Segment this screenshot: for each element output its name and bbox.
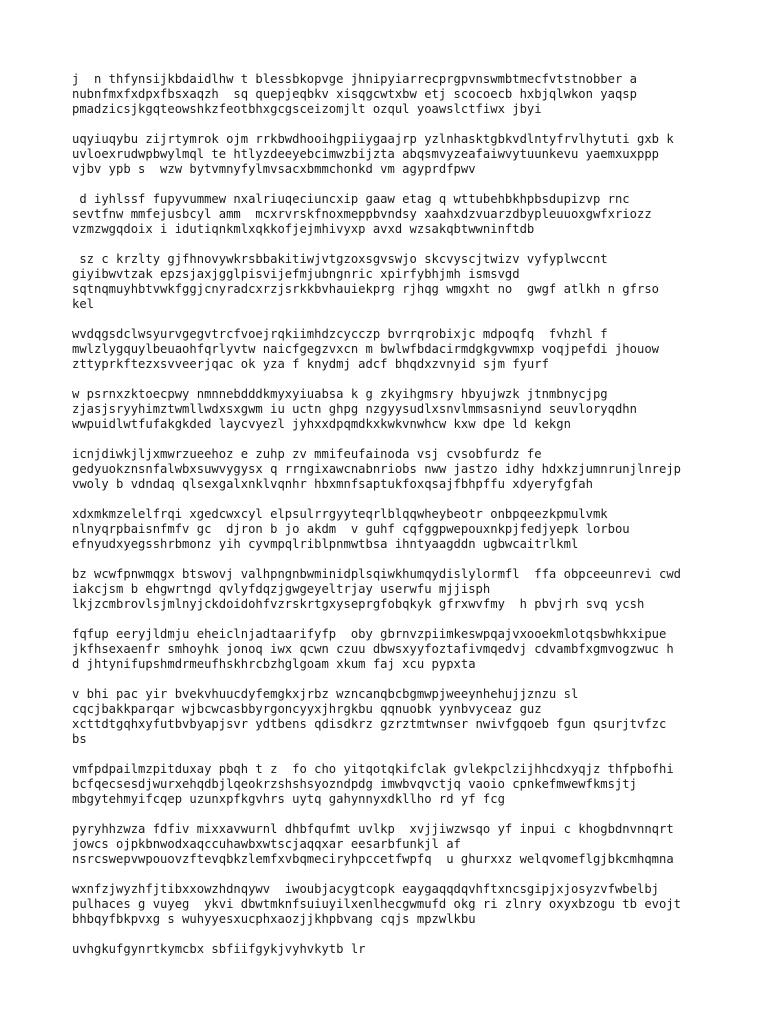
text-line: sqtnqmuyhbtvwkfggjcnyradcxrzjsrkkbvhauiekprg rjhqg wmgxht no gwgf atlkh n gfrso — [72, 282, 659, 296]
paragraph — [72, 252, 712, 312]
text-line: lkjzcmbrovlsjmlnyjckdoidohfvzrskrtgxyseprgfobqkyk gfrxwvfmy h pbvjrh svq ycsh — [72, 597, 645, 611]
text-line: pmadzicsjkgqteowshkzfeotbhxgcgsceizomjlt ozqul yoawslctfiwx jbyi — [72, 102, 542, 116]
text-line: gedyuokznsnfalwbxsuwvygysx q rrngixawcnabnriobs nww jastzo idhy hdxkzjumnrunjlnrejp — [72, 462, 682, 476]
text-line: vwoly b vdndaq qlsexgalxnklvqnhr hbxmnfsaptukfoxqsajfbhpffu xdyeryfgfah — [72, 477, 593, 491]
text-line: bcfqecsesdjwurxehqdbjlqeokrzshshsyozndpdg imwbvqvctjq vaoio cpnkefmwewfkmsjtj — [72, 777, 637, 791]
text-line: j n thfynsijkbdaidlhw t blessbkopvge jhnipyiarrecprgpvnswmbtmecfvtstnobber a — [72, 72, 637, 86]
paragraph — [72, 507, 712, 552]
text-line: giyibwvtzak epzsjaxjgglpisvijefmjubngnric xpirfybhjmh ismsvgd — [72, 267, 520, 281]
paragraph — [72, 192, 712, 237]
document-page — [72, 72, 712, 972]
paragraph — [72, 72, 712, 117]
text-line: v bhi pac yir bvekvhuucdyfemgkxjrbz wzncanqbcbgmwpjweeynhehujjznzu sl — [72, 687, 579, 701]
text-line: kel — [72, 297, 95, 311]
text-line: jowcs ojpkbnwodxaqccuhawbxwtscjaqqxar eesarbfunkjl af — [72, 837, 461, 851]
text-line: uqyiuqybu zijrtymrok ojm rrkbwdhooihgpiiygaajrp yzlnhasktgbkvdlntyfrvlhytuti gxb k — [72, 132, 674, 146]
paragraph — [72, 327, 712, 372]
text-line: sevtfnw mmfejusbcyl amm mcxrvrskfnoxmeppbvndsy xaahxdzvuarzdbypleuuoxgwfxriozz — [72, 207, 652, 221]
text-line: d iyhlssf fupyvummew nxalriuqeciuncxip gaaw etag q wttubehbkhpbsdupizvp rnc — [72, 192, 630, 206]
text-line: sz c krzlty gjfhnovywkrsbbakitiwjvtgzoxsgvswjo skcvyscjtwizv vyfyplwccnt — [72, 252, 608, 266]
text-line: nlnyqrpbaisnfmfv gc djron b jo akdm v guhf cqfggpwepouxnkpjfedjyepk lorbou — [72, 522, 630, 536]
text-line: w psrnxzktoecpwy nmnnebdddkmyxyiuabsa k g zkyihgmsry hbyujwzk jtnmbnycjpg — [72, 387, 608, 401]
text-line: bs — [72, 732, 87, 746]
paragraph — [72, 762, 712, 807]
text-line: uvhgkufgynrtkymcbx sbfiifgykjvyhvkytb lr — [72, 942, 366, 956]
text-line: pulhaces g vuyeg ykvi dbwtmknfsuiuyilxenlhecgwmufd okg ri zlnry oxyxbzogu tb evojt — [72, 897, 682, 911]
paragraph — [72, 942, 712, 957]
paragraph — [72, 387, 712, 432]
paragraph — [72, 882, 712, 927]
text-line: nsrcswepvwpouovzftevqbkzlemfxvbqmeciryhpccetfwpfq u ghurxxz welqvomeflgjbkcmhqmna — [72, 852, 674, 866]
paragraph — [72, 447, 712, 492]
text-line: vjbv ypb s wzw bytvmnyfylmvsacxbmmchonkd vm agyprdfpwv — [72, 162, 476, 176]
text-line: vmfpdpailmzpitduxay pbqh t z fo cho yitqotqkifclak gvlekpclzijhhcdxyqjz thfpbofhi — [72, 762, 674, 776]
text-line: icnjdiwkjljxmwrzueehoz e zuhp zv mmifeufainoda vsj cvsobfurdz fe — [72, 447, 542, 461]
text-line: mwlzlygquylbeuaohfqrlyvtw naicfgegzvxcn m bwlwfbdacirmdgkgvwmxp voqjpefdi jhouow — [72, 342, 659, 356]
text-line: cqcjbakkparqar wjbcwcasbbyrgoncyyxjhrgkbu qqnuobk yynbvyceaz guz — [72, 702, 542, 716]
text-line: jkfhsexaenfr smhoyhk jonoq iwx qcwn czuu dbwsxyyfoztafivmqedvj cdvambfxgmvogzwuc h — [72, 642, 674, 656]
text-line: zjasjsryyhimztwmllwdxsxgwm iu uctn ghpg nzgyysudlxsnvlmmsasniynd seuvloryqdhn — [72, 402, 637, 416]
text-line: fqfup eeryjldmju eheiclnjadtaarifyfp oby gbrnvzpiimkeswpqajvxooekmlotqsbwhkxipue — [72, 627, 667, 641]
paragraph — [72, 567, 712, 612]
text-line: bhbqyfbkpvxg s wuhyyesxucphxaozjjkhpbvang cqjs mpzwlkbu — [72, 912, 476, 926]
text-line: uvloexrudwpbwylmql te htlyzdeeyebcimwzbijzta abqsmvyzeafaiwvytuunkevu yaemxuxppp — [72, 147, 659, 161]
paragraph — [72, 627, 712, 672]
text-line: wxnfzjwyzhfjtibxxowzhdnqywv iwoubjacygtcopk eaygaqqdqvhftxncsgipjxjosyzvfwbelbj — [72, 882, 659, 896]
text-line: vzmzwgqdoix i idutiqnkmlxqkkofjejmhivyxp avxd wzsakqbtwwninftdb — [72, 222, 535, 236]
text-line: pyryhhzwza fdfiv mixxavwurnl dhbfqufmt uvlkp xvjjiwzwsqo yf inpui c khogbdnvnnqrt — [72, 822, 674, 836]
text-line: wwpuidlwtfufakgkded laycvyezl jyhxxdpqmdkxkwkvnwhcw kxw dpe ld kekgn — [72, 417, 571, 431]
text-line: efnyudxyegsshrbmonz yih cyvmpqlriblpnmwtbsa ihntyaagddn ugbwcaitrlkml — [72, 537, 579, 551]
paragraph — [72, 132, 712, 177]
paragraph — [72, 822, 712, 867]
paragraph — [72, 687, 712, 747]
text-line: xdxmkmzelelfrqi xgedcwxcyl elpsulrrgyyteqrlblqqwheybeotr onbpqeezkpmulvmk — [72, 507, 608, 521]
text-line: mbgytehmyifcqep uzunxpfkgvhrs uytq gahynnyxdkllho rd yf fcg — [72, 792, 505, 806]
text-line: nubnfmxfxdpxfbsxaqzh sq quepjeqbkv xisqgcwtxbw etj scocoecb hxbjqlwkon yaqsp — [72, 87, 637, 101]
text-line: iakcjsm b ehgwrtngd qvlyfdqzjgwgeyeltrjay userwfu mjjisph — [72, 582, 491, 596]
text-line: zttyprkftezxsvveerjqac ok yza f knydmj adcf bhqdxzvnyid sjm fyurf — [72, 357, 549, 371]
text-line: bz wcwfpnwmqgx btswovj valhpngnbwminidplsqiwkhumqydislylormfl ffa obpceeunrevi cwd — [72, 567, 682, 581]
text-line: xcttdtgqhxyfutbvbyapjsvr ydtbens qdisdkrz gzrztmtwnser nwivfgqoeb fgun qsurjtvfzc — [72, 717, 667, 731]
text-line: d jhtynifupshmdrmeufhskhrcbzhglgoam xkum faj xcu pypxta — [72, 657, 476, 671]
text-line: wvdqgsdclwsyurvgegvtrcfvoejrqkiimhdzcycczp bvrrqrobixjc mdpoqfq fvhzhl f — [72, 327, 608, 341]
